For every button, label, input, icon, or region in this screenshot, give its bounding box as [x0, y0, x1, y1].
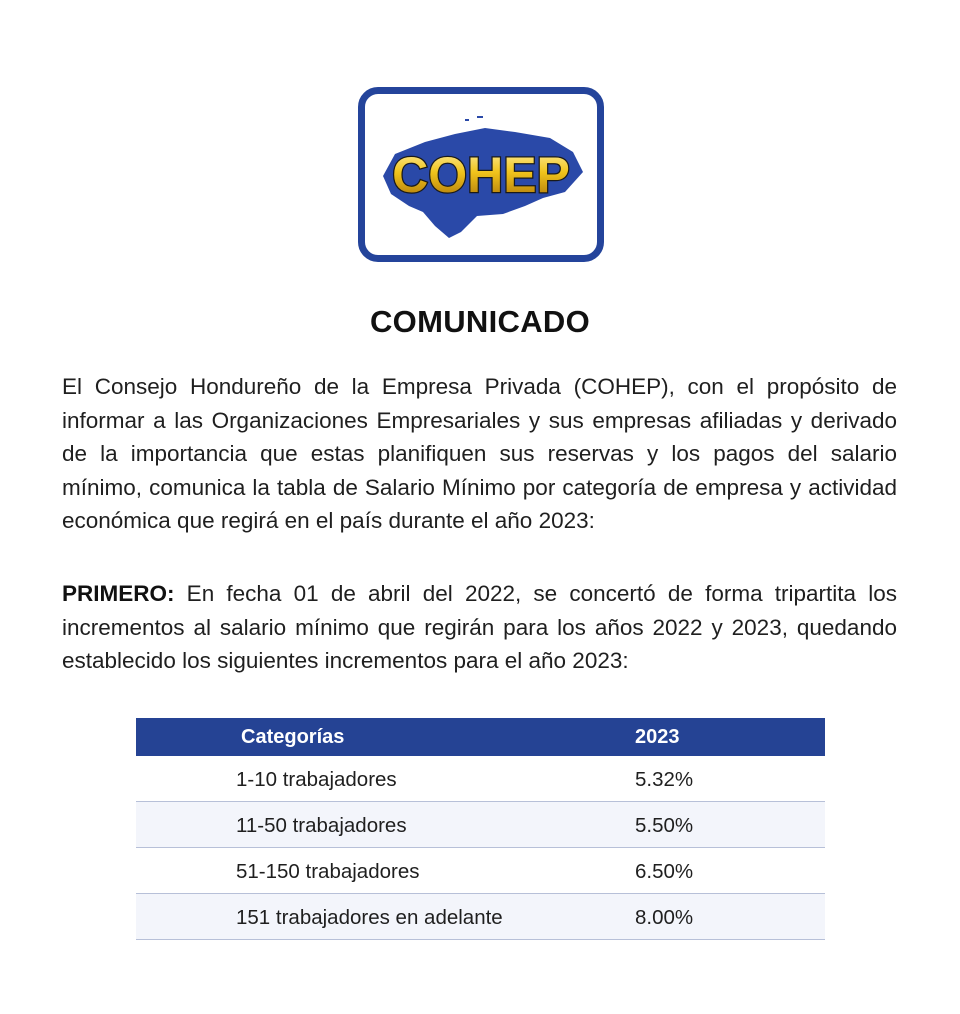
- header-year: 2023: [635, 725, 680, 748]
- row-value: 8.00%: [635, 906, 694, 929]
- header-categorias: Categorías: [241, 725, 345, 748]
- row-value: 6.50%: [635, 860, 694, 883]
- page-title: COMUNICADO: [370, 304, 590, 339]
- honduras-map-logo-icon: [365, 94, 597, 255]
- row-category: 11-50 trabajadores: [236, 814, 407, 837]
- cohep-logo: [358, 87, 604, 262]
- table-header: [136, 718, 825, 756]
- table-row: [136, 894, 825, 940]
- row-value: 5.50%: [635, 814, 694, 837]
- primero-paragraph: [62, 577, 897, 678]
- primero-label: PRIMERO:: [62, 581, 175, 606]
- row-category: 51-150 trabajadores: [236, 860, 420, 883]
- logo-text: COHEP: [392, 147, 570, 203]
- row-category: 1-10 trabajadores: [236, 768, 397, 791]
- table-row: [136, 756, 825, 802]
- primero-text: En fecha 01 de abril del 2022, se concertó de forma tripartita los incrementos al salario mínimo que regirán para los años 2022 y 2023, quedando establecido los siguientes incrementos para el año 2023:: [62, 581, 897, 673]
- table-row: [136, 848, 825, 894]
- salary-increment-table: [136, 718, 825, 940]
- row-category: 151 trabajadores en adelante: [236, 906, 503, 929]
- intro-paragraph: El Consejo Hondureño de la Empresa Privada (COHEP), con el propósito de informar a las Organizaciones Empresariales y sus empresas afiliadas y derivado de la importancia que estas planifiquen sus reservas y los pagos del salario mínimo, comunica la tabla de Salario Mínimo por categoría de empresa y actividad económica que regirá en el país durante el año 2023:: [62, 374, 897, 533]
- table-row: [136, 802, 825, 848]
- row-value: 5.32%: [635, 768, 694, 791]
